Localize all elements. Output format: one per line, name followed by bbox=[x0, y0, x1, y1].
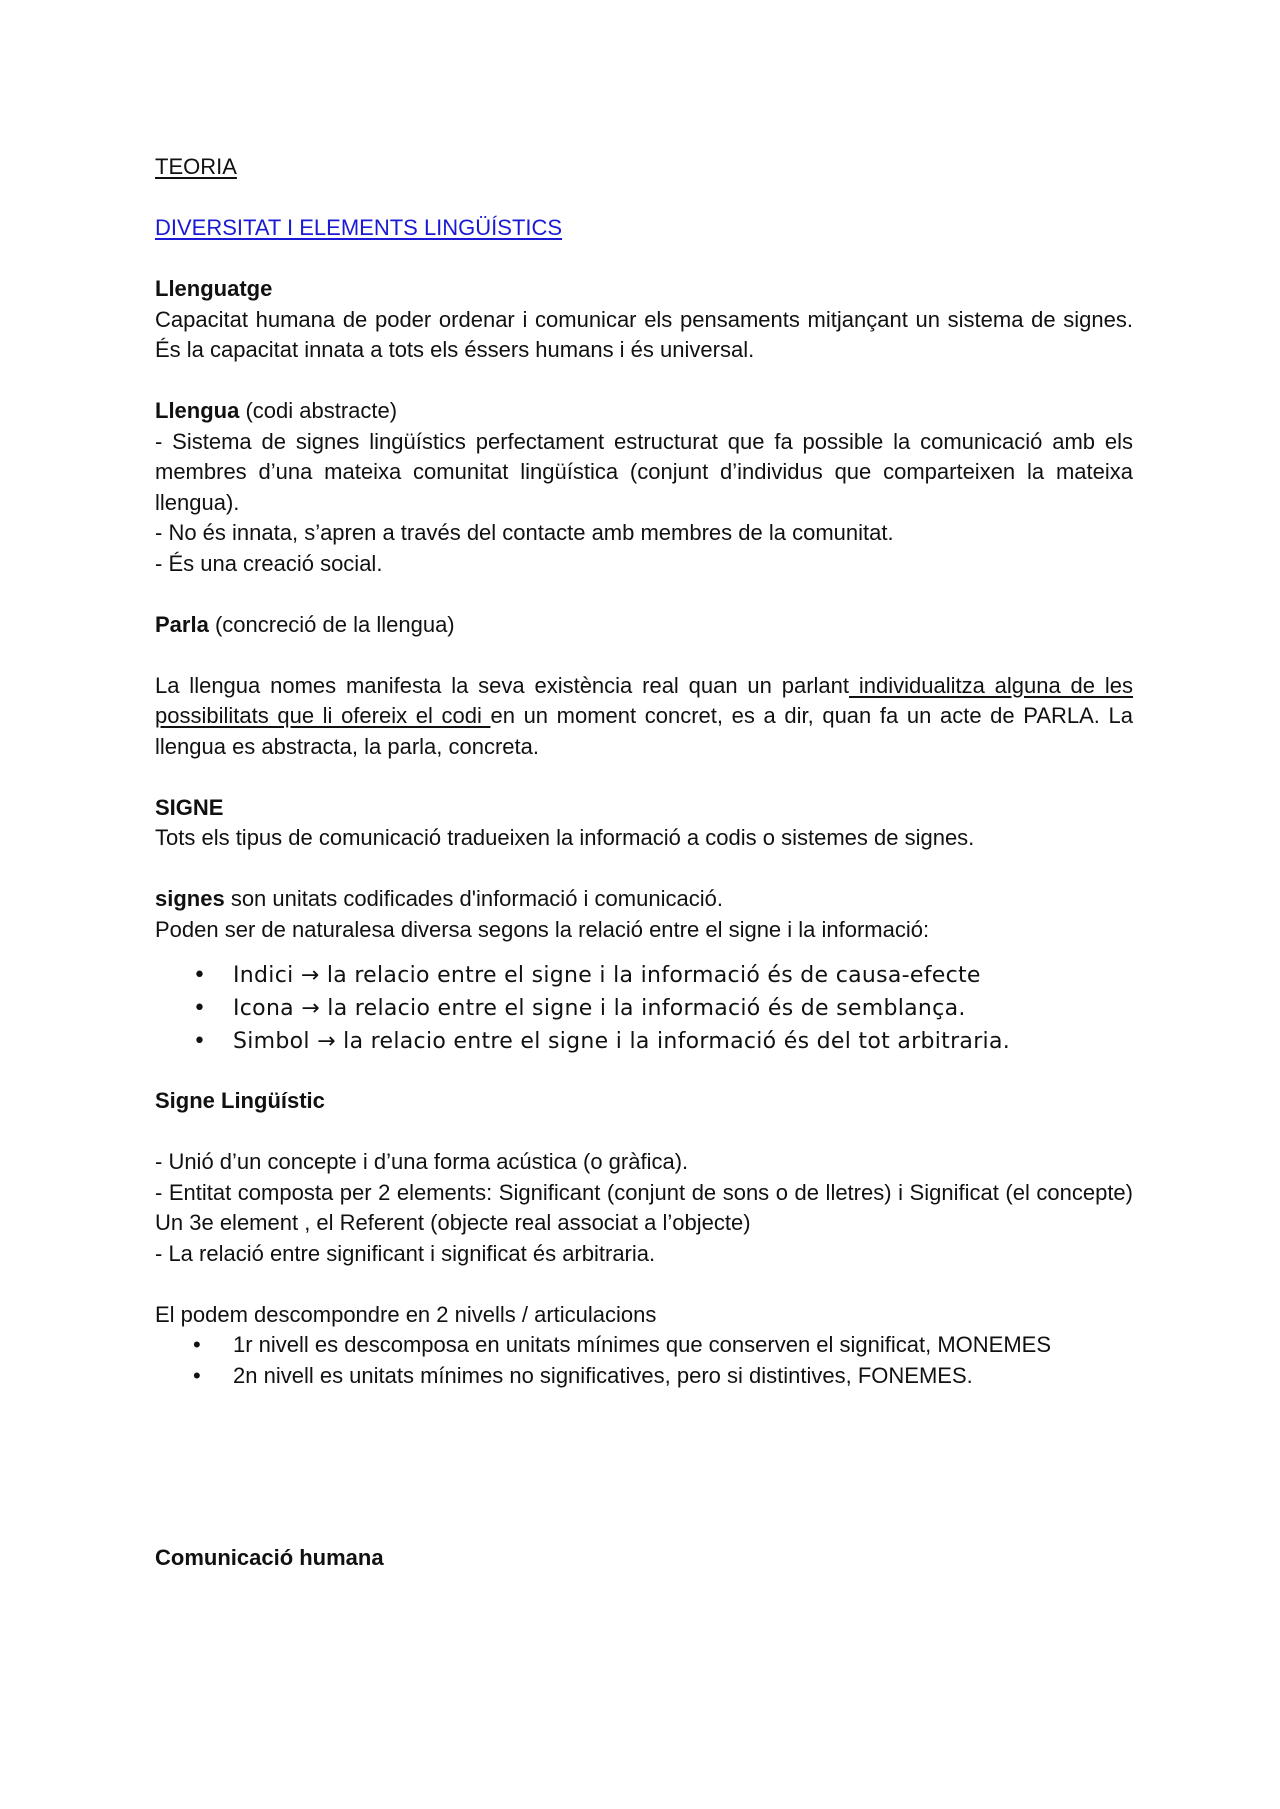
bullet-icon: • bbox=[193, 1362, 201, 1388]
signe-text-2: Poden ser de naturalesa diversa segons la relació entre el signe i la informació: bbox=[155, 916, 930, 942]
parla-heading: Parla bbox=[155, 611, 209, 637]
doc-title: TEORIA bbox=[155, 154, 237, 179]
llenguatge-heading: Llenguatge bbox=[155, 276, 273, 301]
llenguatge-text: Capacitat humana de poder ordenar i comunicar els pensaments mitjançant un sistema de signes. És la capacitat innata a tots els éssers humans i és universal. bbox=[155, 306, 1133, 362]
list-item: • Indici → la relacio entre el signe i la informació és de causa-efecte bbox=[155, 959, 1133, 992]
signe-types-list bbox=[155, 959, 1133, 1058]
signe-ling-line: - Unió d’un concepte i d’una forma acústica (o gràfica). bbox=[155, 1149, 689, 1174]
bullet-icon: • bbox=[193, 1029, 207, 1054]
signe-ling-line: - Entitat composta per 2 elements: Significant (conjunt de sons o de lletres) i Significat (el concepte) Un 3e element , el Referent (objecte real associat a l’objecte) bbox=[155, 1179, 1133, 1235]
bullet-icon: • bbox=[193, 1332, 201, 1357]
llengua-heading: Llengua bbox=[155, 398, 240, 423]
signe-heading: SIGNE bbox=[155, 794, 224, 820]
list-item: • 1r nivell es descomposa en unitats mínimes que conserven el significat, MONEMES bbox=[155, 1330, 1133, 1361]
signes-bold: signes bbox=[155, 886, 225, 911]
section-link[interactable]: DIVERSITAT I ELEMENTS LINGÜÍSTICS bbox=[155, 215, 563, 240]
bullet-icon: • bbox=[193, 963, 207, 988]
parla-text-2: en un moment concret, es a dir, quan fa un acte de PARLA. La llengua es abstracta, la parla, concreta. bbox=[155, 703, 1133, 759]
signe-ling-line: - La relació entre significant i significat és arbitraria. bbox=[155, 1240, 656, 1266]
document-page bbox=[155, 152, 1133, 1574]
comunicacio-heading: Comunicació humana bbox=[155, 1545, 384, 1570]
parla-text-1: La llengua nomes manifesta la seva existència real quan un parlant bbox=[155, 672, 850, 698]
list-item: • Simbol → la relacio entre el signe i la informació és del tot arbitraria. bbox=[155, 1025, 1133, 1058]
llengua-line: - Sistema de signes lingüístics perfectament estructurat que fa possible la comunicació amb els membres d’una mateixa comunitat lingüística (conjunt d’individus que comparteixen la mateixa llengua). bbox=[155, 428, 1133, 515]
list-item: • Icona → la relacio entre el signe i la informació és de semblança. bbox=[155, 992, 1133, 1025]
bullet-icon: • bbox=[193, 996, 207, 1021]
signe-text: Tots els tipus de comunicació tradueixen la informació a codis o sistemes de signes. bbox=[155, 825, 975, 850]
signes-rest: son unitats codificades d'informació i comunicació. bbox=[224, 886, 723, 911]
signe-ling-intro: El podem descompondre en 2 nivells / articulacions bbox=[155, 1301, 657, 1327]
llengua-sub: (codi abstracte) bbox=[239, 398, 398, 423]
parla-underlined: individualitza alguna de les possibilitats que li ofereix el codi bbox=[155, 672, 1133, 728]
list-item: • 2n nivell es unitats mínimes no significatives, pero si distintives, FONEMES. bbox=[155, 1361, 1133, 1392]
articulacions-list bbox=[155, 1330, 1133, 1391]
signe-linguistic-heading: Signe Lingüístic bbox=[155, 1088, 325, 1113]
llengua-line: - No és innata, s’apren a través del contacte amb membres de la comunitat. bbox=[155, 520, 894, 545]
parla-sub: (concreció de la llengua) bbox=[208, 611, 455, 637]
parla-paragraph bbox=[155, 671, 1133, 763]
llengua-line: - És una creació social. bbox=[155, 550, 383, 576]
